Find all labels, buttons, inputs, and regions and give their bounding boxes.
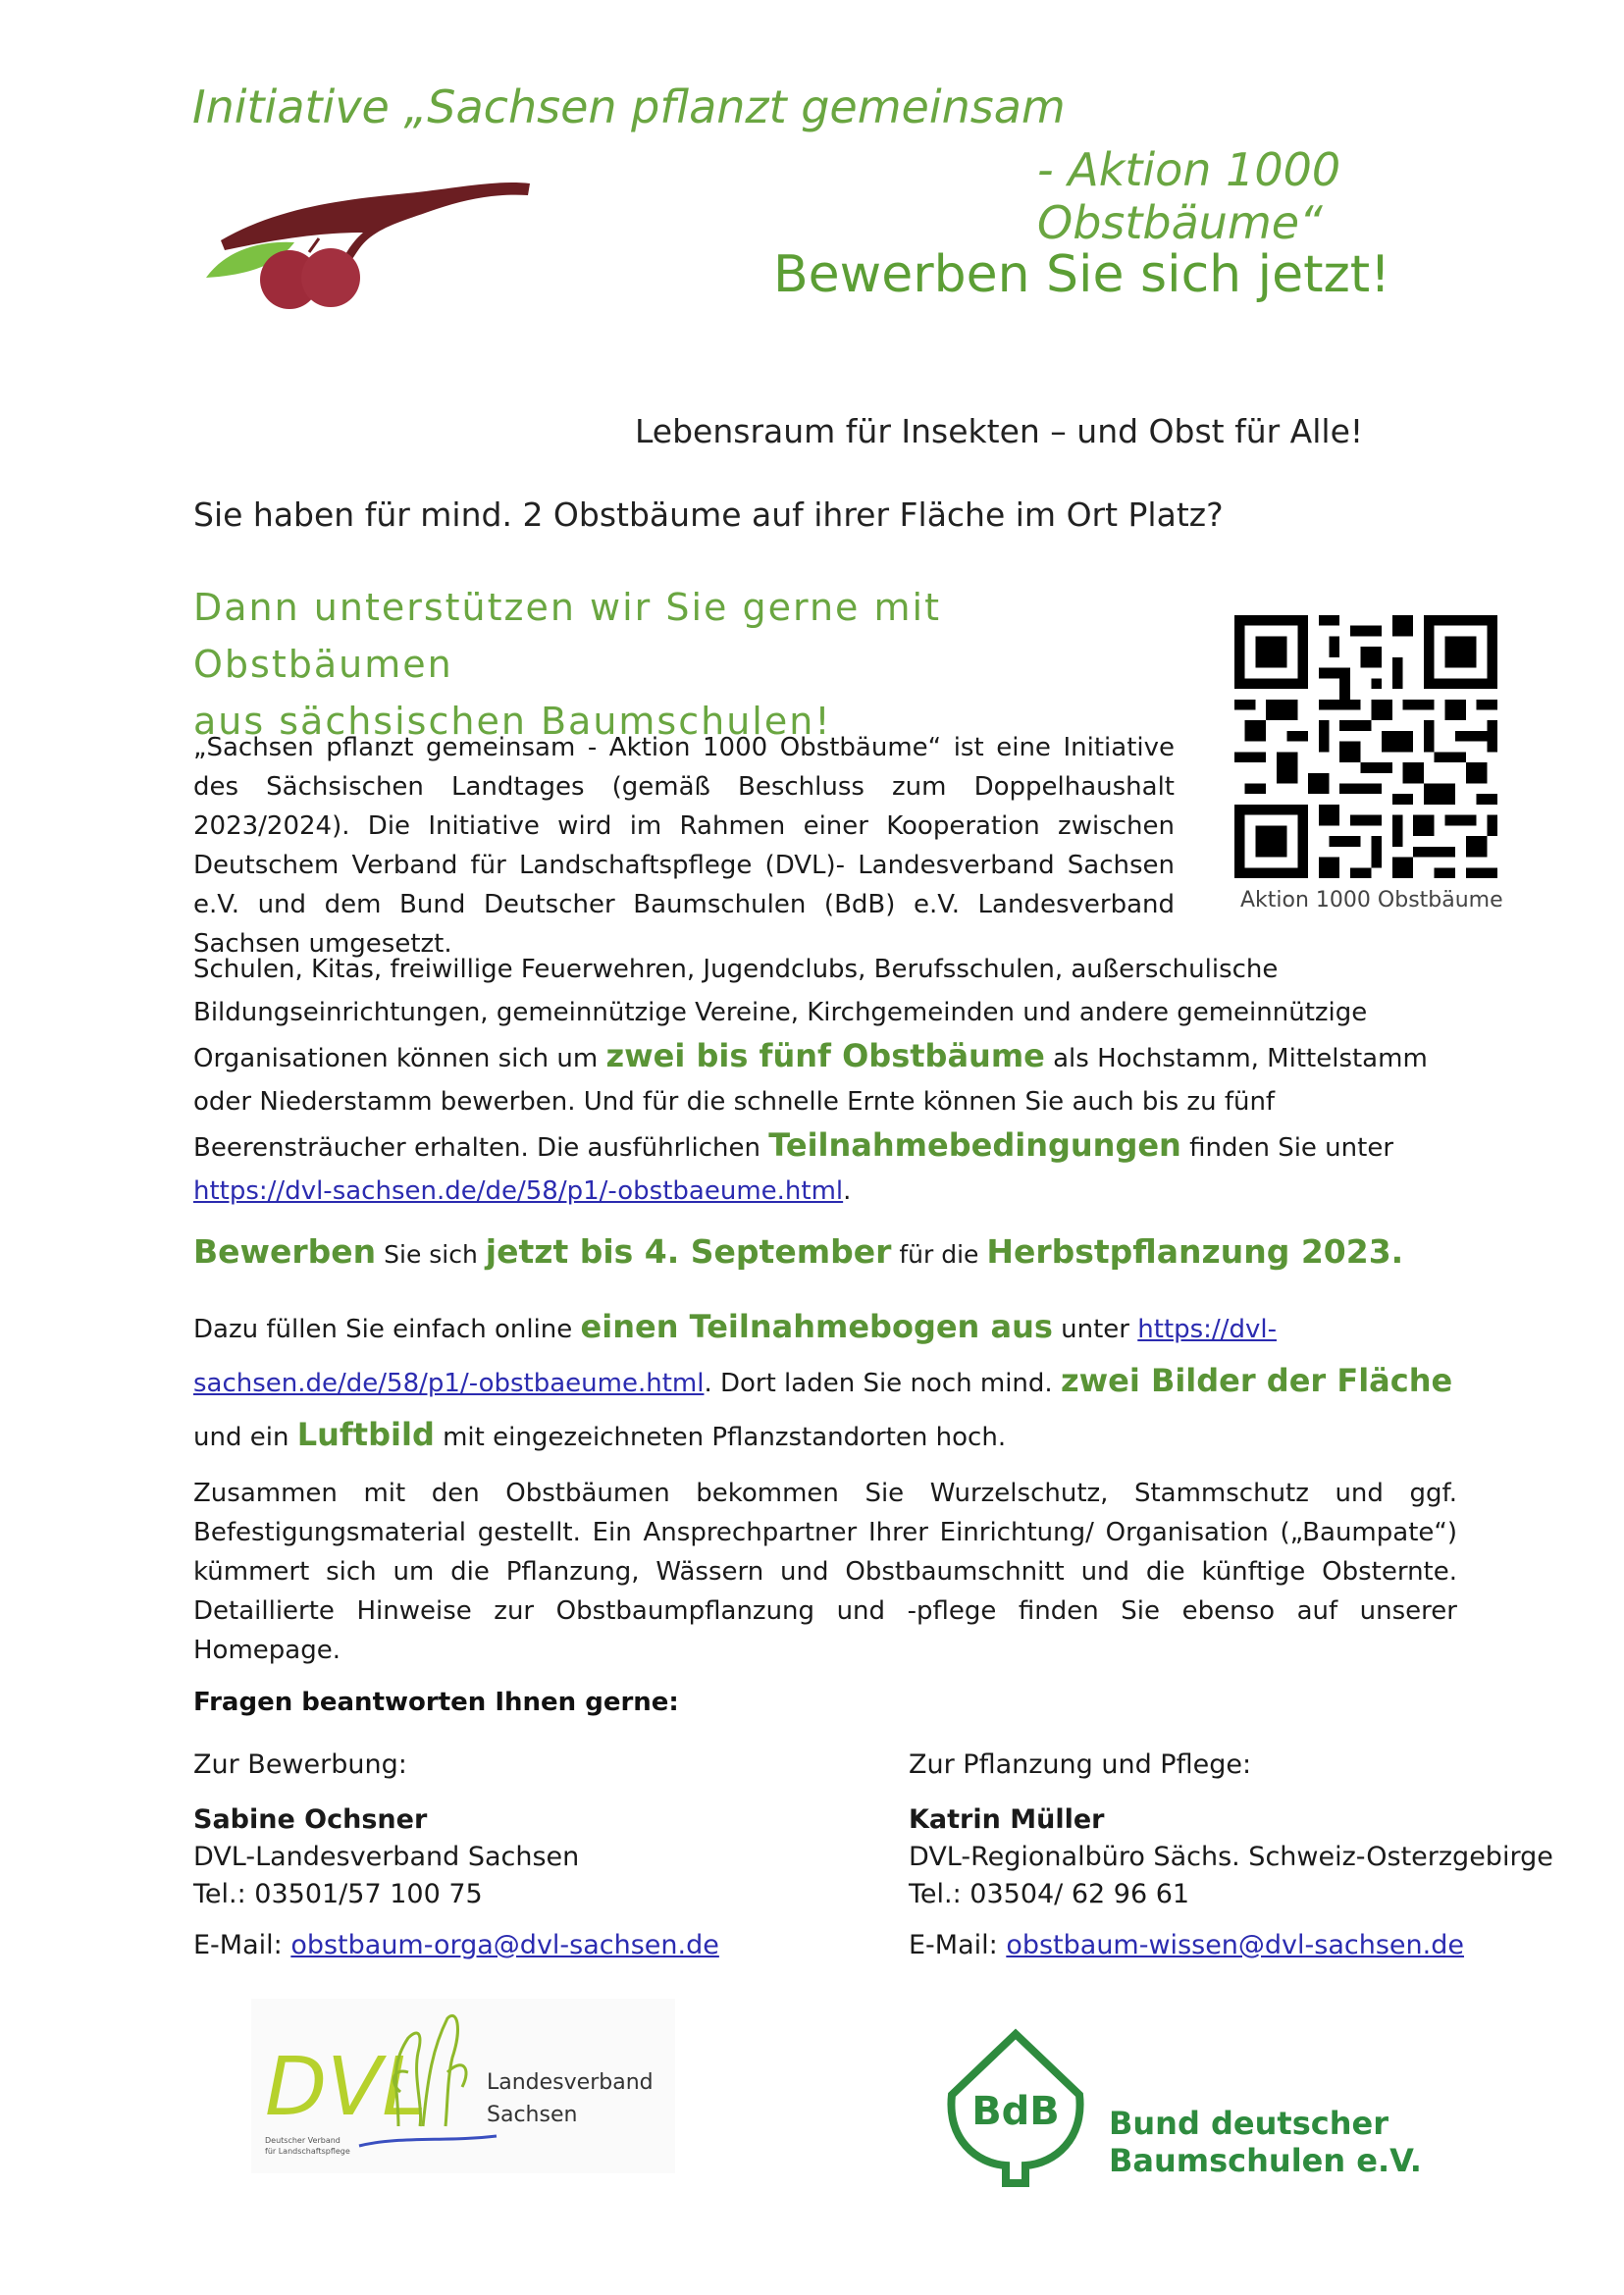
- support-headline: [193, 579, 1135, 750]
- intro-paragraph: „Sachsen pflanzt gemeinsam - Aktion 1000 Obstbäume“ ist eine Initiative des Sächsischen Landtages (gemäß Beschluss zum Doppelhaushalt 2023/2024). Die Initiative wird im Rahmen einer Kooperation zwischen Deutschem Verband für Landschaftspflege (DVL)- Landesverband Sachsen e.V. und dem Bund Deutscher Baumschulen (BdB) e.V. Landesverband Sachsen umgesetzt.: [193, 733, 1175, 959]
- qr-caption: Aktion 1000 Obstbäume: [1240, 888, 1503, 913]
- support-line-2: aus sächsischen Baumschulen!: [193, 700, 832, 743]
- deadline-line: [193, 1232, 1403, 1271]
- contact-left-name: Sabine Ochsner: [193, 1804, 428, 1835]
- contact-left-email-row: [193, 1927, 719, 1964]
- dvl-logo-small1: Deutscher Verband: [265, 2136, 341, 2145]
- apply-highlight-aerial: Luftbild: [296, 1416, 435, 1453]
- contact-right-org: DVL-Regionalbüro Sächs. Schweiz-Osterzgebirge: [909, 1842, 1553, 1872]
- deadline-text-2: für die: [891, 1240, 987, 1269]
- eligibility-highlight-conditions: Teilnahmebedingungen: [768, 1126, 1181, 1164]
- dvl-logo: [251, 1999, 675, 2173]
- eligibility-text-1: Schulen, Kitas, freiwillige Feuerwehren, Jugendclubs, Berufsschulen, außerschulische Bildungseinrichtungen, gemeinnützige Vereine, Kirchgemeinden und andere gemeinnützige Organisationen können sich um: [193, 955, 1368, 1073]
- contact-right-label: Zur Pflanzung und Pflege:: [909, 1749, 1252, 1780]
- materials-paragraph: Zusammen mit den Obstbäumen bekommen Sie Wurzelschutz, Stammschutz und ggf. Befestigungsmaterial gestellt. Ein Ansprechpartner Ihrer Einrichtung/ Organisation („Baumpate“) kümmert sich um die Pflanzung, Wässern und Obstbaumschnitt und die künftige Obsternte. Detaillierte Hinweise zur Obstbaumpflanzung und -pflege finden Sie ebenso auf unserer Homepage.: [193, 1479, 1457, 1665]
- cherry-branch-icon: [201, 172, 535, 319]
- apply-highlight-form: einen Teilnahmebogen aus: [580, 1308, 1053, 1345]
- qr-code-icon[interactable]: [1234, 615, 1497, 878]
- contact-left-phone: Tel.: 03501/57 100 75: [193, 1879, 483, 1909]
- tagline: Lebensraum für Insekten – und Obst für Alle!: [635, 412, 1364, 450]
- deadline-highlight-season: Herbstpflanzung 2023.: [986, 1232, 1404, 1271]
- contact-left-email-label: E-Mail:: [193, 1930, 291, 1960]
- bdb-logo-line1: Bund deutscher: [1109, 2105, 1388, 2142]
- contact-right-email-label: E-Mail:: [909, 1930, 1007, 1960]
- apply-highlight-images: zwei Bilder der Fläche: [1060, 1362, 1453, 1399]
- apply-text-3: . Dort laden Sie noch mind.: [704, 1369, 1061, 1398]
- bdb-logo-mark: BdB: [971, 2089, 1060, 2134]
- bdb-logo: [942, 2026, 1422, 2188]
- contact-left-org: DVL-Landesverband Sachsen: [193, 1842, 580, 1872]
- header-title-line1: Initiative „Sachsen pflanzt gemeinsam: [192, 80, 1066, 133]
- conditions-link[interactable]: https://dvl-sachsen.de/de/58/p1/-obstbaeume.html: [193, 1176, 844, 1206]
- header-title-line2: - Aktion 1000 Obstbäume“: [1037, 143, 1341, 249]
- header-cta: Bewerben Sie sich jetzt!: [773, 245, 1391, 304]
- apply-text-1: Dazu füllen Sie einfach online: [193, 1315, 581, 1344]
- apply-text-4: und ein: [193, 1423, 297, 1452]
- eligibility-text-3: finden Sie unter: [1180, 1133, 1394, 1163]
- apply-text-5: mit eingezeichneten Pflanzstandorten hoch.: [434, 1423, 1007, 1452]
- question-line: Sie haben für mind. 2 Obstbäume auf ihrer Fläche im Ort Platz?: [193, 496, 1224, 534]
- contact-right-name: Katrin Müller: [909, 1804, 1105, 1835]
- contact-right-email-link[interactable]: obstbaum-wissen@dvl-sachsen.de: [1006, 1930, 1464, 1960]
- contact-planting: [909, 1747, 1553, 1964]
- contact-right-phone: Tel.: 03504/ 62 96 61: [909, 1879, 1190, 1909]
- support-line-1: Dann unterstützen wir Sie gerne mit Obstbäumen: [193, 586, 941, 686]
- apply-paragraph: [193, 1301, 1459, 1463]
- contact-left-label: Zur Bewerbung:: [193, 1749, 407, 1780]
- application-link[interactable]: https://dvl-sachsen.de/de/58/p1/-obstbaeume.html: [193, 1315, 1277, 1398]
- dvl-logo-line2: Sachsen: [487, 2103, 578, 2127]
- contacts-heading: Fragen beantworten Ihnen gerne:: [193, 1688, 679, 1717]
- dvl-logo-mark: DVL: [265, 2041, 427, 2134]
- deadline-text-1: Sie sich: [376, 1240, 486, 1269]
- deadline-highlight-apply: Bewerben: [193, 1232, 377, 1271]
- contact-left-email-link[interactable]: obstbaum-orga@dvl-sachsen.de: [290, 1930, 719, 1960]
- dvl-logo-line1: Landesverband: [487, 2070, 654, 2095]
- deadline-highlight-date: jetzt bis 4. September: [485, 1232, 892, 1271]
- eligibility-text-2: als Hochstamm, Mittelstamm oder Niederstamm bewerben. Und für die schnelle Ernte können Sie auch bis zu fünf Beerensträucher erhalten. Die ausführlichen: [193, 1044, 1428, 1163]
- eligibility-paragraph: [193, 948, 1459, 1213]
- eligibility-text-4: .: [843, 1176, 852, 1206]
- bdb-logo-line2: Baumschulen e.V.: [1109, 2142, 1422, 2179]
- dvl-logo-small2: für Landschaftspflege: [265, 2147, 350, 2156]
- eligibility-highlight-trees: zwei bis fünf Obstbäume: [605, 1037, 1045, 1074]
- apply-text-2: unter: [1052, 1315, 1138, 1344]
- contact-application: [193, 1747, 719, 1964]
- contact-right-email-row: [909, 1927, 1553, 1964]
